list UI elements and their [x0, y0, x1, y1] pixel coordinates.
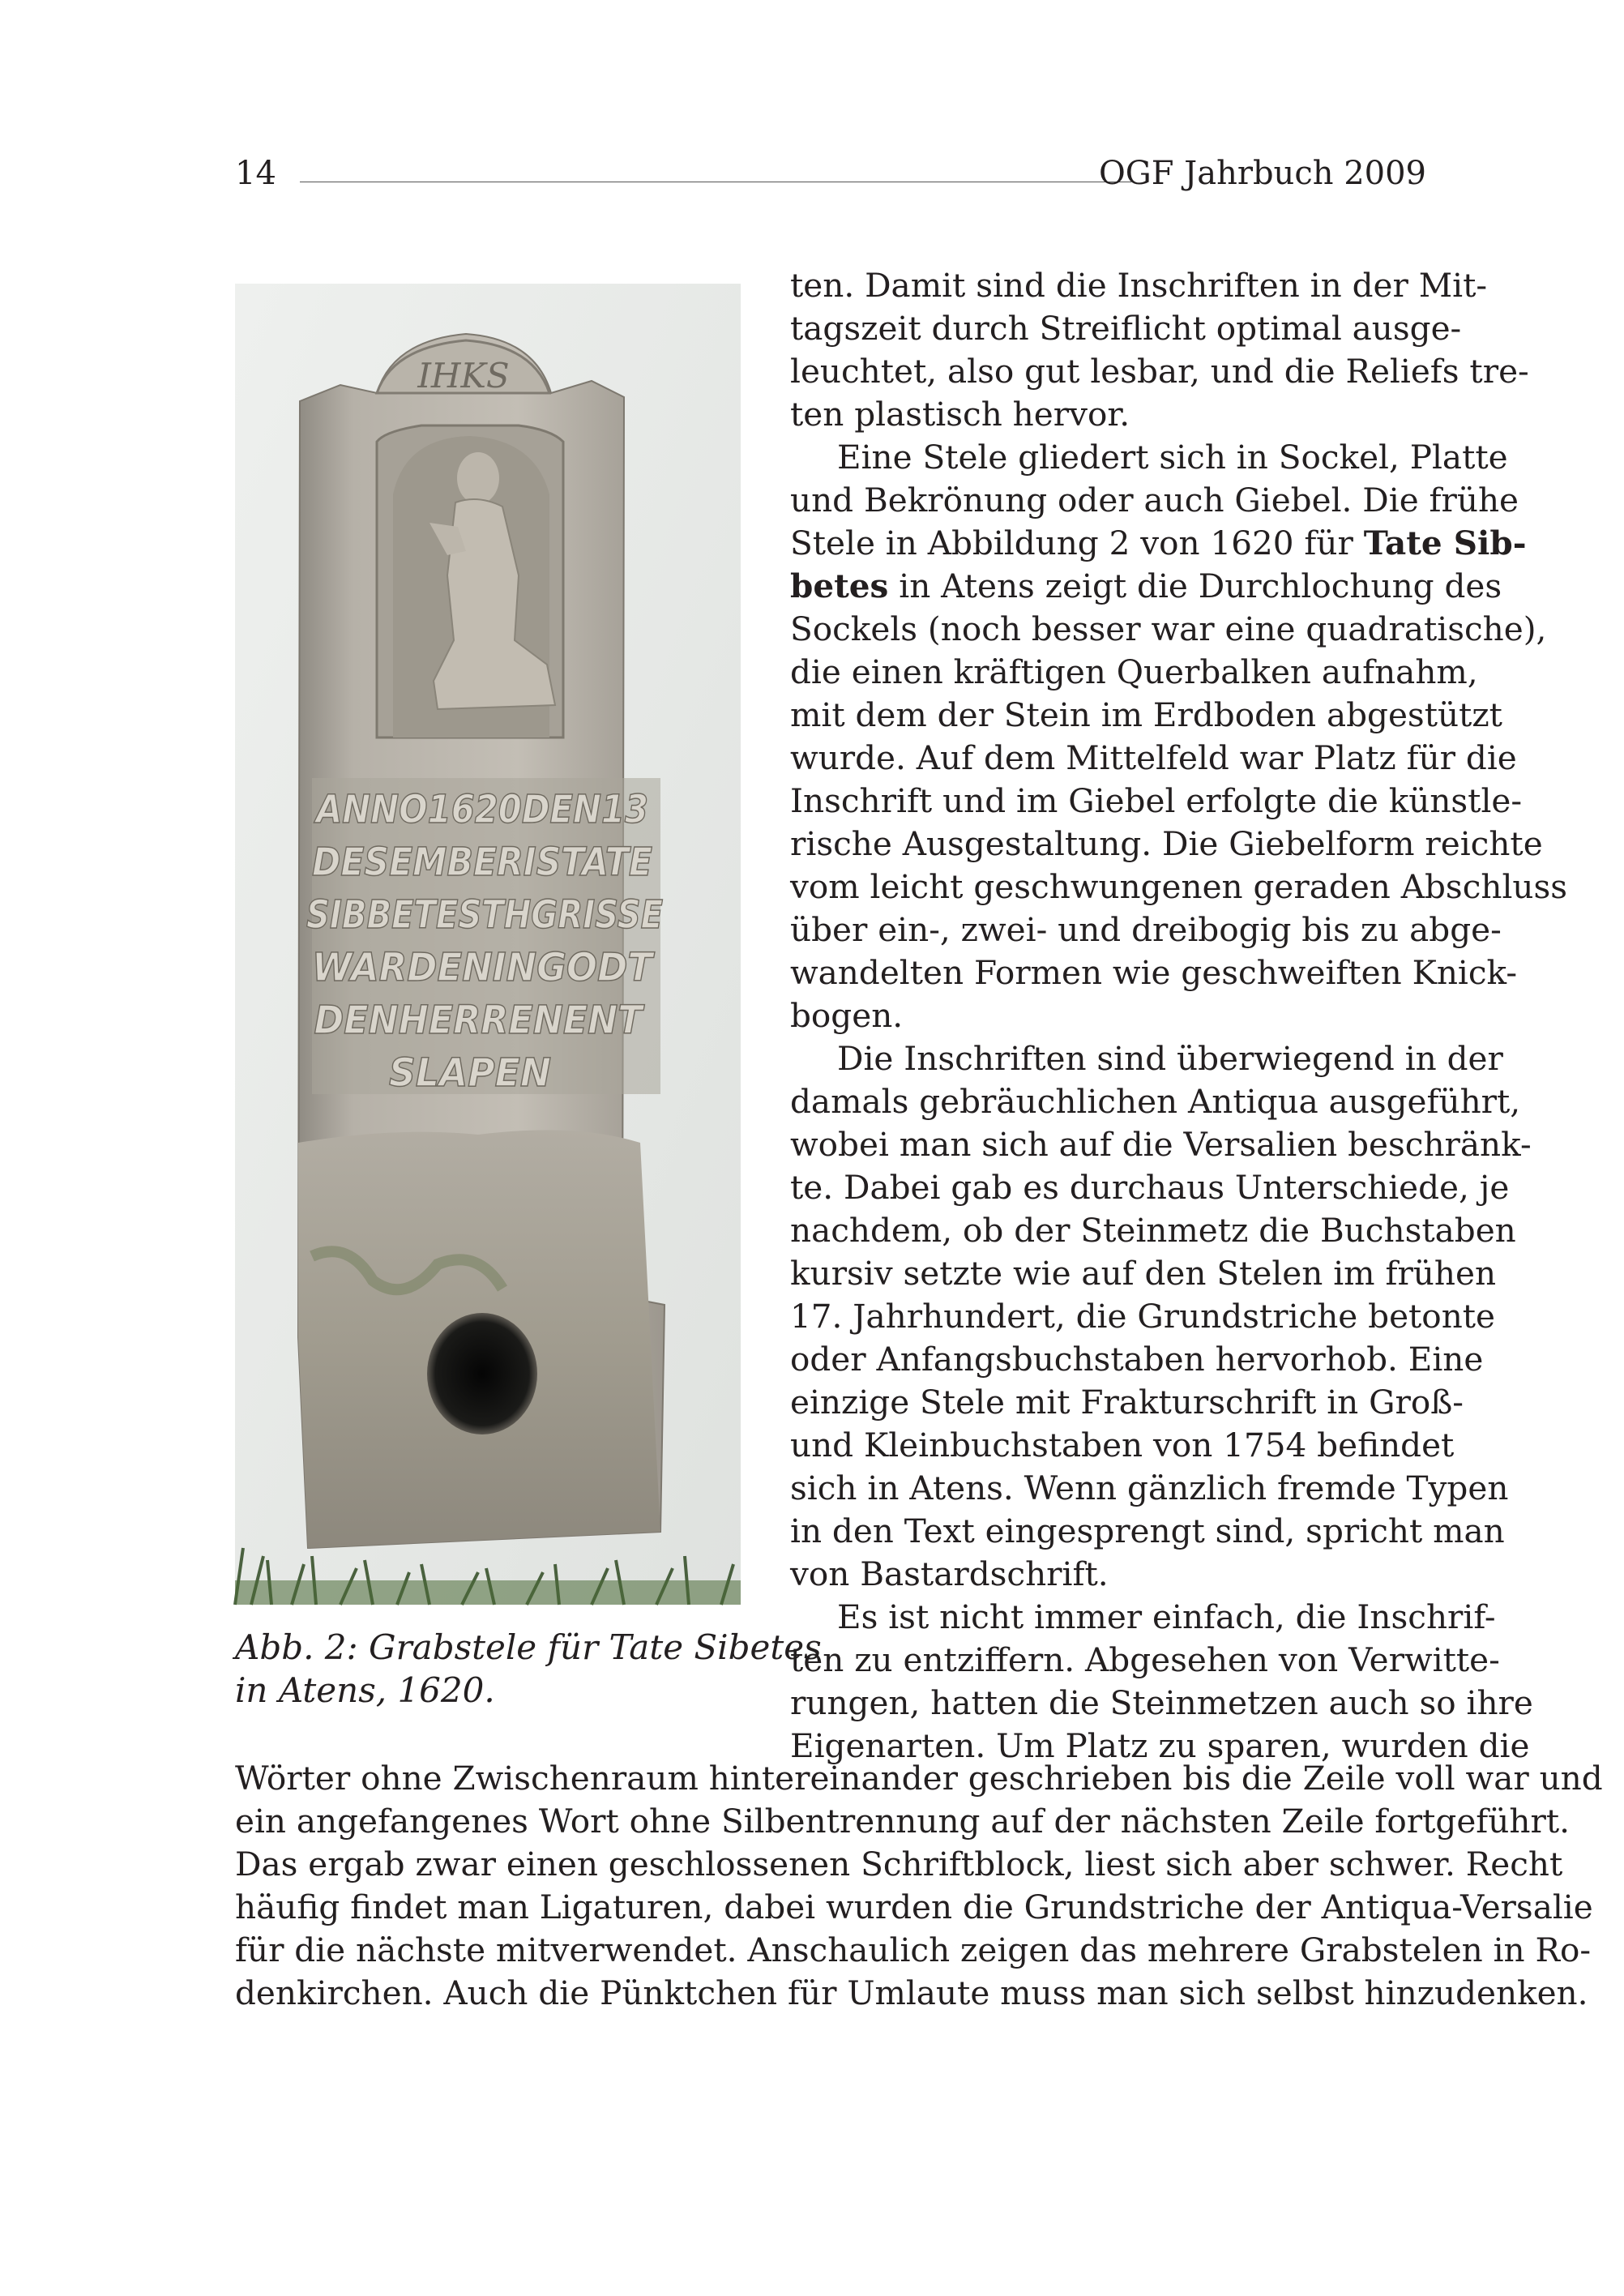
stele-line-2: DESEMBERISTATE [312, 840, 653, 885]
text-line: bogen. [790, 996, 904, 1035]
page-number: 14 [235, 155, 276, 192]
text-line: sich in Atens. Wenn gänzlich fremde Typen [790, 1469, 1509, 1507]
stele-line-5: DENHERRENENT [314, 998, 645, 1043]
running-header [235, 152, 1426, 195]
text-line: Sockels (noch besser war eine quadratische), [790, 609, 1547, 648]
text-line: in den Text eingesprengt sind, spricht man [790, 1511, 1505, 1550]
text-line: ten. Damit sind die Inschriften in der Mit- [790, 266, 1488, 305]
text-line: betes in Atens zeigt die Durchlochung des [790, 567, 1502, 605]
text-line: Es ist nicht immer einfach, die Inschrif- [837, 1597, 1496, 1636]
caption-line: Abb. 2: Grabstele für Tate Sibetes [235, 1627, 822, 1667]
text-line: Die Inschriften sind überwiegend in der [837, 1039, 1503, 1078]
text-line: wandelten Formen wie geschweiften Knick- [790, 953, 1518, 992]
caption-line: in Atens, 1620. [235, 1670, 495, 1710]
text-line: tagszeit durch Streiflicht optimal ausge- [790, 309, 1462, 348]
text-line: die einen kräftigen Querbalken aufnahm, [790, 652, 1478, 691]
text-line: ten plastisch hervor. [790, 395, 1130, 434]
text-line: leuchtet, also gut lesbar, und die Reliefs tre- [790, 352, 1529, 391]
text-line: kursiv setzte wie auf den Stelen im frühen [790, 1254, 1497, 1293]
text-line: wobei man sich auf die Versalien beschränk- [790, 1125, 1532, 1164]
bold-name: betes [790, 567, 889, 605]
text-line: einzige Stele mit Frakturschrift in Groß- [790, 1383, 1464, 1422]
text-line: damals gebräuchlichen Antiqua ausgeführt, [790, 1082, 1521, 1121]
stele-line-3: SIBBETESTHGRISSE [306, 892, 664, 938]
text-line: oder Anfangsbuchstaben hervorhob. Eine [790, 1340, 1484, 1379]
text-line: und Bekrönung oder auch Giebel. Die frühe [790, 481, 1519, 519]
text-line: ein angefangenes Wort ohne Silbentrennung auf der nächsten Zeile fortgeführt. [235, 1802, 1570, 1841]
text-line: Inschrift und im Giebel erfolgte die künstle- [790, 781, 1523, 820]
text-line: Eigenarten. Um Platz zu sparen, wurden die [790, 1726, 1530, 1765]
text-line: mit dem der Stein im Erdboden abgestützt [790, 695, 1502, 734]
stele-line-1: ANNO1620DEN13 [313, 787, 648, 832]
stele-crest-text: IHKS [417, 356, 510, 395]
text-line: rische Ausgestaltung. Die Giebelform reichte [790, 824, 1543, 863]
text-line: Wörter ohne Zwischenraum hintereinander geschrieben bis die Zeile voll war und [235, 1759, 1603, 1798]
stele-line-6: SLAPEN [389, 1050, 551, 1096]
figure-caption [235, 1626, 822, 1712]
text-line: vom leicht geschwungenen geraden Abschluss [790, 867, 1568, 906]
text-line: te. Dabei gab es durchaus Unterschiede, je [790, 1168, 1510, 1207]
text-line: Stele in Abbildung 2 von 1620 für Tate Sib- [790, 524, 1527, 562]
text-line: denkirchen. Auch die Pünktchen für Umlaute muss man sich selbst hinzudenken. [235, 1973, 1588, 2012]
text-line: für die nächste mitverwendet. Anschaulich zeigen das mehrere Grabstelen in Ro- [235, 1930, 1592, 1969]
body-text-column [790, 264, 1568, 1768]
text-line: nachdem, ob der Steinmetz die Buchstaben [790, 1211, 1516, 1250]
text-line: 17. Jahrhundert, die Grundstriche betonte [790, 1297, 1496, 1336]
running-title: OGF Jahrbuch 2009 [1098, 155, 1426, 192]
text-line: wurde. Auf dem Mittelfeld war Platz für die [790, 738, 1517, 777]
bold-name: Tate Sib- [1363, 524, 1527, 562]
text-line: von Bastardschrift. [790, 1554, 1109, 1593]
text-line: häufig findet man Ligaturen, dabei wurden die Grundstriche der Antiqua-Versalie [235, 1888, 1593, 1926]
stele-photo [235, 284, 741, 1605]
text-line: rungen, hatten die Steinmetzen auch so ihre [790, 1683, 1533, 1722]
text-line: Eine Stele gliedert sich in Sockel, Platte [837, 438, 1508, 477]
text-line: über ein-, zwei- und dreibogig bis zu abge- [790, 910, 1502, 949]
body-text-full-width [235, 1757, 1603, 2015]
text-line: ten zu entziffern. Abgesehen von Verwitte- [790, 1640, 1500, 1679]
stele-line-4: WARDENINGODT [312, 945, 656, 990]
text-line: und Kleinbuchstaben von 1754 befindet [790, 1426, 1455, 1464]
text-line: Das ergab zwar einen geschlossenen Schriftblock, liest sich aber schwer. Recht [235, 1845, 1563, 1883]
